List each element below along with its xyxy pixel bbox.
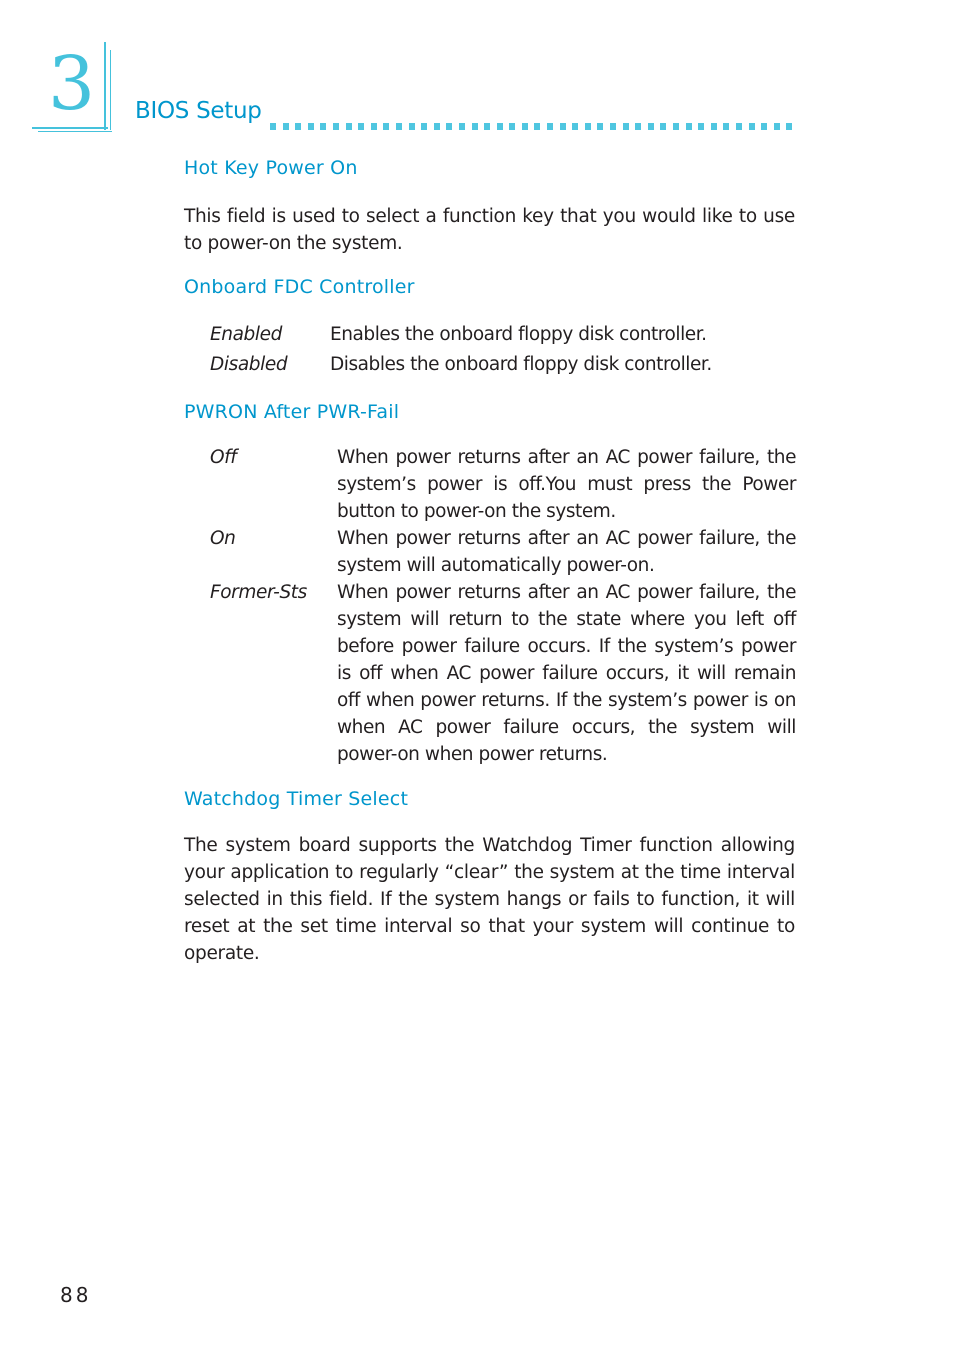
rule-dot [497, 123, 503, 130]
chapter-number: 3 [48, 41, 96, 127]
chapter-marker-line [32, 127, 108, 129]
paragraph-watchdog-timer-select: The system board supports the Watchdog Timer function allowing your application to regularly “clear” the system at the time interval selected in this field. If the system hangs or fails to function, it will reset at the set time interval so that your system will continue to operate. [184, 835, 795, 964]
rule-dot [421, 123, 427, 130]
rule-dot [698, 123, 704, 130]
rule-dot [509, 123, 515, 130]
rule-dot [270, 123, 276, 130]
option-term: Disabled [210, 354, 288, 375]
rule-dot [749, 123, 755, 130]
rule-dot [711, 123, 717, 130]
heading-hot-key-power-on: Hot Key Power On [184, 157, 358, 179]
option-description: Disables the onboard floppy disk controller. [330, 354, 712, 375]
rule-dot [320, 123, 326, 130]
dotted-rule [270, 115, 800, 123]
rule-dot [547, 123, 553, 130]
rule-dot [522, 123, 528, 130]
heading-onboard-fdc-controller: Onboard FDC Controller [184, 276, 415, 298]
option-term: Enabled [210, 324, 282, 345]
rule-dot [283, 123, 289, 130]
paragraph-hot-key-power-on: This field is used to select a function key that you would like to use to power-on the system. [184, 206, 795, 254]
rule-dot [774, 123, 780, 130]
rule-dot [572, 123, 578, 130]
page-number: 88 [60, 1283, 92, 1307]
option-description: When power returns after an AC power failure, the system will automatically power-on. [337, 528, 796, 576]
rule-dot [371, 123, 377, 130]
rule-dot [446, 123, 452, 130]
option-description: When power returns after an AC power failure, the system’s power is off.You must press the Power button to power-on the system. [337, 447, 796, 522]
rule-dot [761, 123, 767, 130]
option-term: Former-Sts [210, 582, 307, 603]
option-term: Off [210, 447, 237, 468]
rule-dot [723, 123, 729, 130]
option-term: On [210, 528, 236, 549]
rule-dot [648, 123, 654, 130]
rule-dot [585, 123, 591, 130]
rule-dot [333, 123, 339, 130]
rule-dot [686, 123, 692, 130]
rule-dot [459, 123, 465, 130]
rule-dot [434, 123, 440, 130]
section-title: BIOS Setup [135, 98, 262, 124]
rule-dot [383, 123, 389, 130]
rule-dot [635, 123, 641, 130]
rule-dot [308, 123, 314, 130]
rule-dot [484, 123, 490, 130]
rule-dot [295, 123, 301, 130]
rule-dot [472, 123, 478, 130]
rule-dot [560, 123, 566, 130]
rule-dot [673, 123, 679, 130]
rule-dot [396, 123, 402, 130]
chapter-marker [30, 40, 112, 132]
chapter-marker-line [110, 50, 111, 130]
rule-dot [346, 123, 352, 130]
chapter-marker-line [38, 131, 112, 132]
heading-watchdog-timer-select: Watchdog Timer Select [184, 788, 409, 810]
rule-dot [534, 123, 540, 130]
chapter-marker-line [104, 42, 106, 130]
rule-dot [786, 123, 792, 130]
rule-dot [610, 123, 616, 130]
option-description: Enables the onboard floppy disk controller. [330, 324, 707, 345]
rule-dot [736, 123, 742, 130]
option-description: When power returns after an AC power failure, the system will return to the state where you left off before power failure occurs. If the system’s power is off when AC power failure occurs, it will remain off when power returns. If the system’s power is on when AC power failure occurs, the system will power-on when power returns. [337, 582, 796, 765]
heading-pwron-after-pwr-fail: PWRON After PWR-Fail [184, 401, 400, 423]
rule-dot [660, 123, 666, 130]
rule-dot [623, 123, 629, 130]
rule-dot [409, 123, 415, 130]
rule-dot [358, 123, 364, 130]
rule-dot [597, 123, 603, 130]
